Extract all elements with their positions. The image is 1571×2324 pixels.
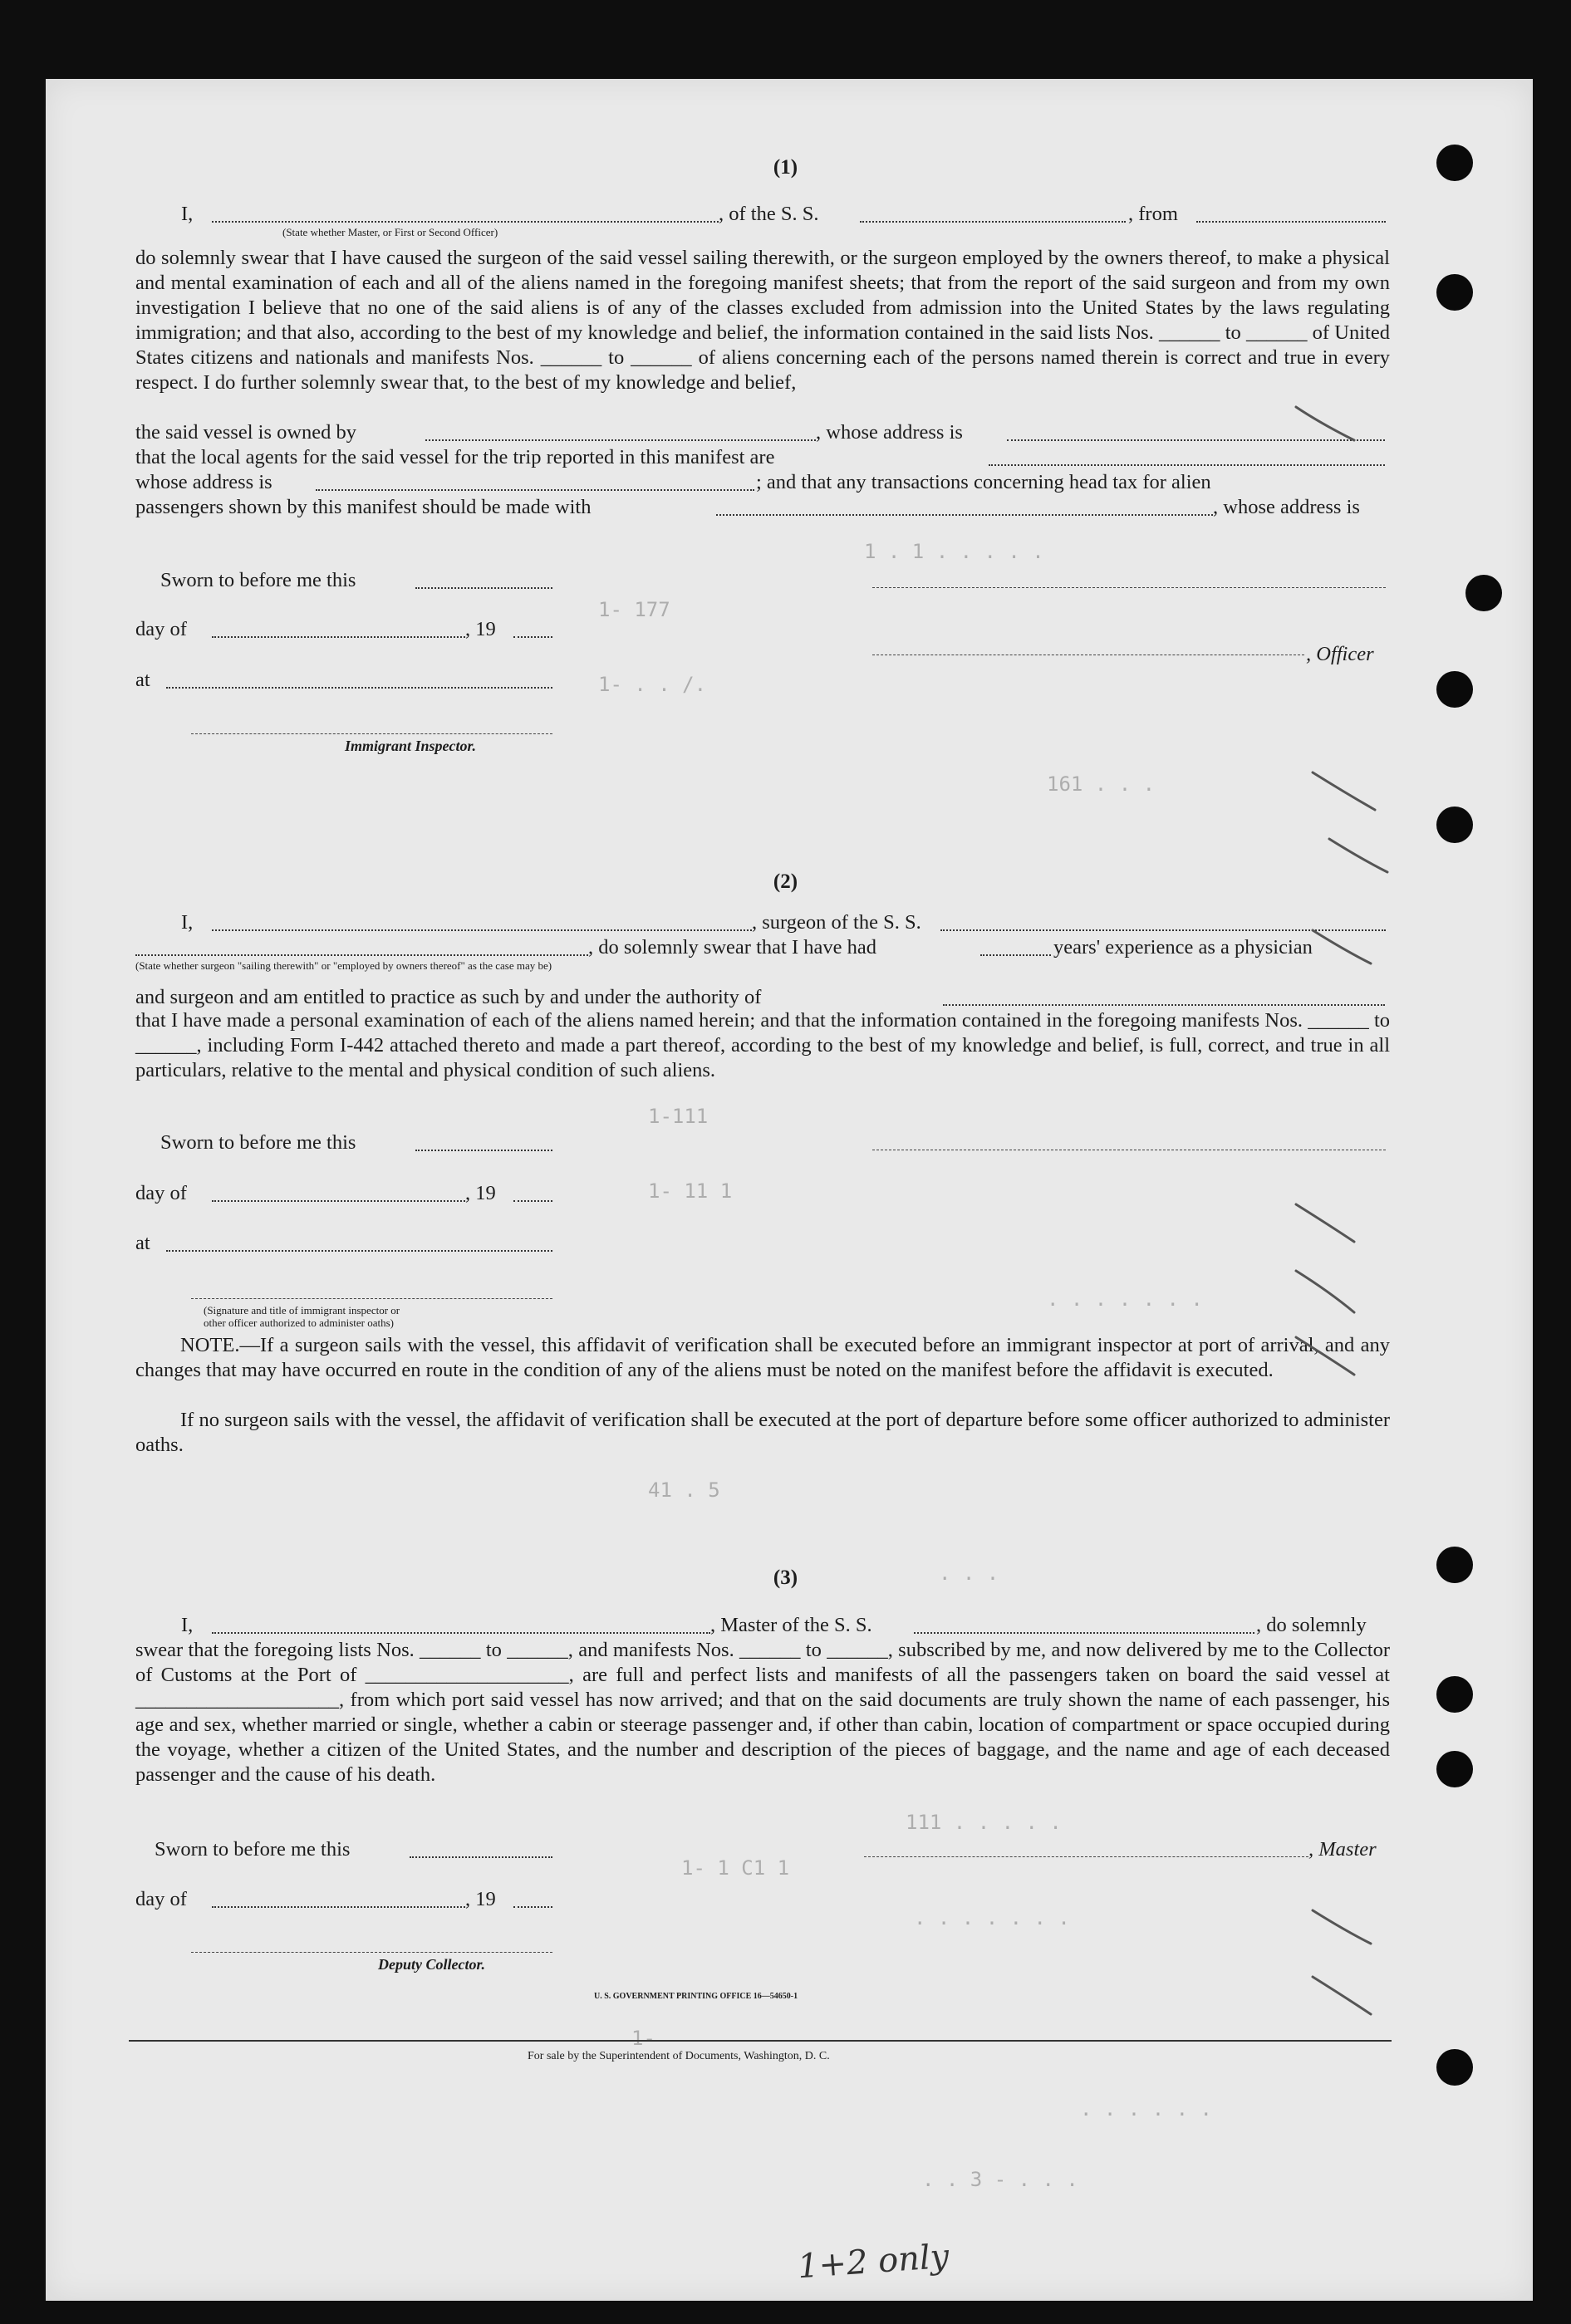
s1-officer-rank-field[interactable] <box>212 221 719 223</box>
s1-at-label: at <box>135 669 150 691</box>
s1-i-label: I, <box>181 203 194 225</box>
s3-master-label <box>1308 1837 1377 1861</box>
sale-notice: For sale by the Superintendent of Documents, Washington, D. C. <box>528 2050 830 2062</box>
s2-note-paragraph: NOTE.—If a surgeon sails with the vessel, this affidavit of verification shall be executed before an immigrant inspector at port of arrival, and any changes that may have occurred en route in the condition of any of the aliens must be noted on the manifest before the affidavit is executed. <box>135 1334 1390 1381</box>
s1-owner-address-field[interactable] <box>1007 439 1385 441</box>
s1-day-field[interactable] <box>212 636 465 638</box>
s3-i-label: I, <box>181 1614 194 1636</box>
s2-at-label: at <box>135 1232 150 1254</box>
s2-sig-note-2: other officer authorized to administer oaths) <box>204 1316 394 1329</box>
s3-master-text: , Master <box>1308 1838 1377 1861</box>
s1-local-agents-field[interactable] <box>989 464 1385 466</box>
s3-sworn-label: Sworn to before me this <box>155 1838 351 1861</box>
s1-owned-by-label: the said vessel is owned by <box>135 421 357 444</box>
s1-year-field[interactable] <box>513 636 552 638</box>
s3-sworn-field[interactable] <box>410 1856 552 1858</box>
punch-hole <box>1436 2049 1473 2086</box>
s1-at-field[interactable] <box>166 687 552 689</box>
handwritten-note: 1+2 only <box>796 2237 950 2287</box>
s3-solemnly-label: , do solemnly <box>1256 1614 1367 1636</box>
s1-of-ss-label: , of the S. S. <box>719 203 819 225</box>
s1-owner-field[interactable] <box>425 439 816 441</box>
s1-head-tax-label: ; and that any transactions concerning head tax for alien <box>756 471 1211 493</box>
s3-collector-signature-line[interactable] <box>191 1952 552 1953</box>
s2-year-field[interactable] <box>513 1200 552 1202</box>
s3-master-signature-line[interactable] <box>864 1856 1308 1857</box>
s2-authority-field[interactable] <box>943 1004 1385 1006</box>
s2-at-field[interactable] <box>166 1250 552 1252</box>
s2-sworn-label: Sworn to before me this <box>160 1131 356 1154</box>
s2-sworn-field[interactable] <box>415 1150 552 1151</box>
s3-master-name-field[interactable] <box>212 1632 710 1634</box>
s2-day-field[interactable] <box>212 1200 465 1202</box>
s2-surgeon-status-field[interactable] <box>135 954 588 956</box>
s1-from-field[interactable] <box>1196 221 1386 223</box>
s1-inspector-signature-line[interactable] <box>191 733 552 734</box>
s1-vessel-field[interactable] <box>860 221 1126 223</box>
s2-day-of-label: day of <box>135 1182 187 1204</box>
s1-state-note: (State whether Master, or First or Second Officer) <box>282 226 498 238</box>
s3-year-field[interactable] <box>513 1906 552 1908</box>
s1-head-tax-address-label: , whose address is <box>1213 496 1360 518</box>
s1-head-tax-party-field[interactable] <box>716 514 1213 516</box>
s1-owner-address-label: , whose address is <box>816 421 963 444</box>
punch-hole <box>1436 1751 1473 1787</box>
s1-passengers-label: passengers shown by this manifest should be made with <box>135 496 592 518</box>
s1-officer-text: , Officer <box>1306 643 1374 665</box>
punch-hole <box>1436 1676 1473 1713</box>
s1-officer-label <box>1306 642 1374 666</box>
s2-surgeon-ss-label: , surgeon of the S. S. <box>752 911 921 934</box>
s2-years-label: years' experience as a physician <box>1053 936 1313 959</box>
s1-local-agents-label: that the local agents for the said vessel for the trip reported in this manifest are <box>135 446 775 468</box>
s2-sig-note-1: (Signature and title of immigrant inspector or <box>204 1304 400 1316</box>
s1-inspector-label: Immigrant Inspector. <box>345 738 477 754</box>
s2-inspector-signature-line[interactable] <box>191 1298 552 1299</box>
s2-examination-paragraph: that I have made a personal examination of each of the aliens named herein; and that the information contained in the foregoing manifests Nos. ______ to ______, including Form I-442 attached thereto and made a part thereof, according to the best of my knowledge and belief, is full, correct, and true in all particulars, relative to the mental and physical condition of such aliens. <box>135 1009 1390 1081</box>
s2-i-label: I, <box>181 911 194 934</box>
footer-rule <box>129 2040 1392 2042</box>
punch-hole <box>1465 575 1502 611</box>
section-2-number: (2) <box>773 870 798 893</box>
manifest-page <box>46 79 1533 2301</box>
s1-year-label: , 19 <box>465 618 496 640</box>
s3-day-of-label: day of <box>135 1888 187 1910</box>
punch-hole <box>1436 671 1473 708</box>
s2-vessel-field[interactable] <box>940 929 1386 931</box>
s3-day-field[interactable] <box>212 1906 465 1908</box>
s2-year-label: , 19 <box>465 1182 496 1204</box>
s1-sworn-label: Sworn to before me this <box>160 569 356 591</box>
s2-note-no-surgeon: If no surgeon sails with the vessel, the affidavit of verification shall be executed at the port of departure before some officer authorized to administer oaths. <box>135 1409 1390 1456</box>
s3-master-ss-label: , Master of the S. S. <box>710 1614 872 1636</box>
s3-year-label: , 19 <box>465 1888 496 1910</box>
s1-agent-address-field[interactable] <box>316 489 754 491</box>
gpo-imprint: U. S. GOVERNMENT PRINTING OFFICE 16—54650-1 <box>594 1992 798 2001</box>
s1-officer-signature-line[interactable] <box>872 587 1386 588</box>
s1-oath-paragraph: do solemnly swear that I have caused the surgeon of the said vessel sailing therewith, or the surgeon employed by the owners thereof, to make a physical and mental examination of each and all of the aliens named in the foregoing manifest sheets; that from the report of the said surgeon and from my own investigation I believe that no one of the said aliens is of any of the classes excluded from admission into the United States by the laws regulating immigration; and that also, according to the best of my knowledge and belief, the information contained in the said lists Nos. ______ to ______ of United States citizens and nationals and manifests Nos. ______ to ______ of aliens concerning each of the persons named therein is correct and true in every respect. I do further solemnly swear that, to the best of my knowledge and belief, <box>135 247 1390 394</box>
punch-hole <box>1436 274 1473 311</box>
s2-years-field[interactable] <box>980 954 1051 956</box>
s3-deputy-label: Deputy Collector. <box>378 1956 485 1973</box>
punch-hole <box>1436 807 1473 843</box>
s1-day-of-label: day of <box>135 618 187 640</box>
s1-sworn-field[interactable] <box>415 587 552 589</box>
section-1-number: (1) <box>773 156 798 179</box>
s1-from-label: , from <box>1128 203 1178 225</box>
section-3-number: (3) <box>773 1566 798 1589</box>
s3-oath-paragraph: swear that the foregoing lists Nos. ______ to ______, and manifests Nos. ______ to ______, subscribed by me, and now delivered by me to the Collector of Customs at the Port of ____________________, are full and perfect lists and manifests of all the passengers taken on board the said vessel at ____________________, from which port said vessel has now arrived; and that on the said documents are truly shown the name of each passenger, his age and sex, whether married or single, whether a cabin or steerage passenger and, if other than cabin, location of compartment or space occupied during the voyage, whether a citizen of the United States, and the number and description of the pieces of baggage, and the name and age of each deceased passenger and the cause of his death. <box>135 1639 1390 1786</box>
s2-surgeon-name-field[interactable] <box>212 929 752 931</box>
s2-state-note: (State whether surgeon "sailing therewith" or "employed by owners thereof" as the case may be) <box>135 959 552 972</box>
s3-vessel-field[interactable] <box>914 1632 1254 1634</box>
s2-solemnly-label: , do solemnly swear that I have had <box>588 936 876 959</box>
s1-agent-address-label: whose address is <box>135 471 272 493</box>
s2-practice-label: and surgeon and am entitled to practice as such by and under the authority of <box>135 986 762 1008</box>
